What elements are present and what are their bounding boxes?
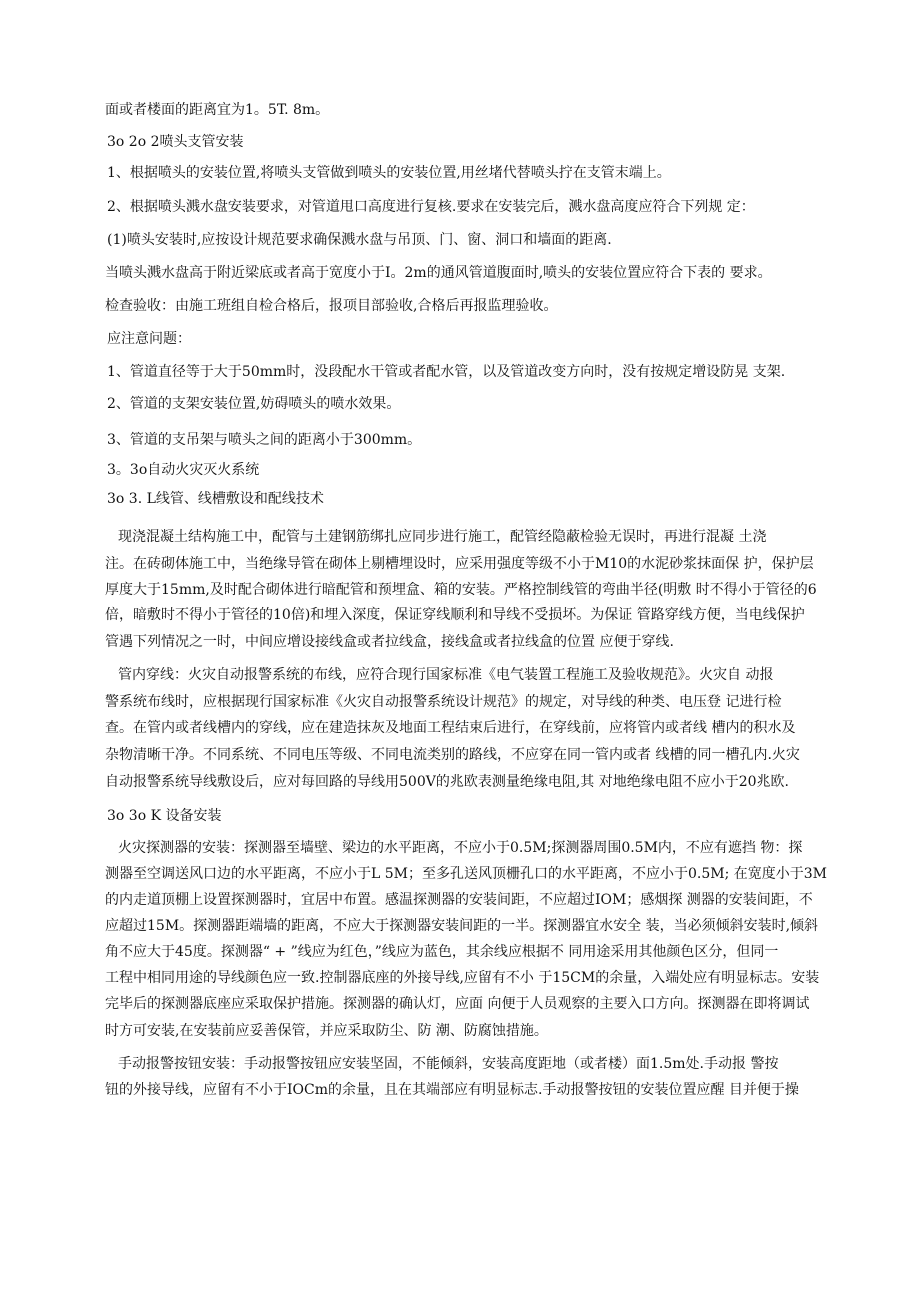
text-line: 警系统布线时，应根据现行国家标准《火灾自动报警系统设计规范》的规定，对导线的种类、电压登 记进行检 (105, 694, 782, 710)
text-line: 角不应大于45度。探测器“ + ”线应为红色，”线应为蓝色，其余线应根据不 同用途采用其他颜色区分，但同一 (105, 944, 779, 960)
text-line: 杂物清晰干净。不同系统、不同电压等级、不同电流类别的路线，不应穿在同一管内或者 线槽的同一槽孔内.火灾 (105, 747, 800, 763)
text-line: (1)喷头安装时,应按设计规范要求确保溅水盘与吊顶、门、窗、洞口和墙面的距离. (107, 232, 612, 248)
section-heading: 3o 3. L线管、线槽敷设和配线技术 (107, 491, 324, 507)
text-line: 火灾探测器的安装：探测器至墙壁、梁边的水平距离，不应小于0.5M;探测器周围0.5M内，不应有遮挡 物：探 (118, 840, 803, 856)
text-line: 完毕后的探测器底座应采取保护措施。探测器的确认灯，应面 向便于人员观察的主要入口方向。探测器在即将调试 (105, 996, 810, 1012)
text-line: 管遇下列情况之一时，中间应增设接线盒或者拉线盒，接线盒或者拉线盒的位置 应便于穿线. (105, 634, 674, 650)
section-heading: 3o 2o 2喷头支管安装 (107, 134, 244, 150)
text-line: 工程中相同用途的导线颜色应一致.控制器底座的外接导线,应留有不小 于15CM的余量，入端处应有明显标志。安装 (105, 970, 820, 986)
text-line: 面或者楼面的距离宜为1。5T. 8m。 (105, 102, 330, 118)
text-line: 时方可安装,在安装前应妥善保管，并应采取防尘、防 潮、防腐蚀措施。 (105, 1023, 548, 1039)
text-line: 的内走道顶棚上设置探测器时，宜居中布置。感温探测器的安装间距，不应超过IOM；感烟探 测器的安装间距，不 (105, 892, 813, 908)
text-line: 应注意问题： (107, 331, 191, 347)
text-line: 自动报警系统导线敷设后，应对每回路的导线用500V的兆欧表测量绝缘电阻,其 对地绝缘电阻不应小于20兆欧. (105, 774, 789, 790)
text-line: 厚度大于15mm,及时配合砌体进行暗配管和预埋盒、箱的安装。严格控制线管的弯曲半径(明敷 时不得小于管径的6 (105, 582, 817, 598)
text-line: 注。在砖砌体施工中，当绝缘导管在砌体上剔槽埋设时，应采用强度等级不小于M10的水泥砂浆抹面保 护，保护层 (105, 556, 814, 572)
text-line: 1、管道直径等于大于50mm时，没段配水干管或者配水管，以及管道改变方向时，没有按规定增设防晃 支架. (107, 364, 786, 380)
text-line: 现浇混凝土结构施工中，配管与土建钢筋绑扎应同步进行施工，配管经隐蔽检验无误时，再进行混凝 土浇 (118, 529, 767, 545)
text-line: 测器至空调送风口边的水平距离，不应小于L 5M；至多孔送风顶栅孔口的水平距离，不应小于0.5M; 在宽度小于3M (105, 866, 827, 882)
text-line: 应超过15M。探测器距端墙的距离，不应大于探测器安装间距的一半。探测器宜水安全 装，当必须倾斜安装时,倾斜 (105, 918, 819, 934)
text-line: 检查验收：由施工班组自检合格后，报项目部验收,合格后再报监理验收。 (105, 298, 558, 314)
text-line: 管内穿线：火灾自动报警系统的布线，应符合现行国家标准《电气装置工程施工及验收规范》。火灾自 动报 (118, 667, 774, 683)
text-line: 倍，暗敷时不得小于管径的10倍)和埋入深度，保证穿线顺利和导线不受损坏。为保证 管路穿线方便，当电线保护 (105, 607, 805, 623)
text-line: 钮的外接导线，应留有不小于IOCm的余量，且在其端部应有明显标志.手动报警按钮的安装位置应醒 目并便于操 (105, 1082, 799, 1098)
text-line: 当喷头溅水盘高于附近梁底或者高于宽度小于I。2m的通风管道腹面时,喷头的安装位置应符合下表的 要求。 (105, 265, 772, 281)
section-heading: 3。3o自动火灾灭火系统 (107, 462, 260, 478)
text-line: 查。在管内或者线槽内的穿线，应在建造抹灰及地面工程结束后进行，在穿线前，应将管内或者线 槽内的积水及 (105, 720, 796, 736)
section-heading: 3o 3o K 设备安装 (107, 808, 222, 824)
text-line: 手动报警按钮安装：手动报警按钮应安装坚固，不能倾斜，安装高度距地（或者楼）面1.5m处.手动报 警按 (118, 1056, 779, 1072)
text-line: 1、根据喷头的安装位置,将喷头支管做到喷头的安装位置,用丝堵代替喷头拧在支管末端上。 (107, 165, 671, 181)
text-line: 2、管道的支架安装位置,妨碍喷头的喷水效果。 (107, 396, 401, 412)
text-line: 3、管道的支吊架与喷头之间的距离小于300mm。 (107, 432, 422, 448)
text-line: 2、根据喷头溅水盘安装要求，对管道甩口高度进行复核.要求在安装完后，溅水盘高度应符合下列规 定： (107, 199, 755, 215)
